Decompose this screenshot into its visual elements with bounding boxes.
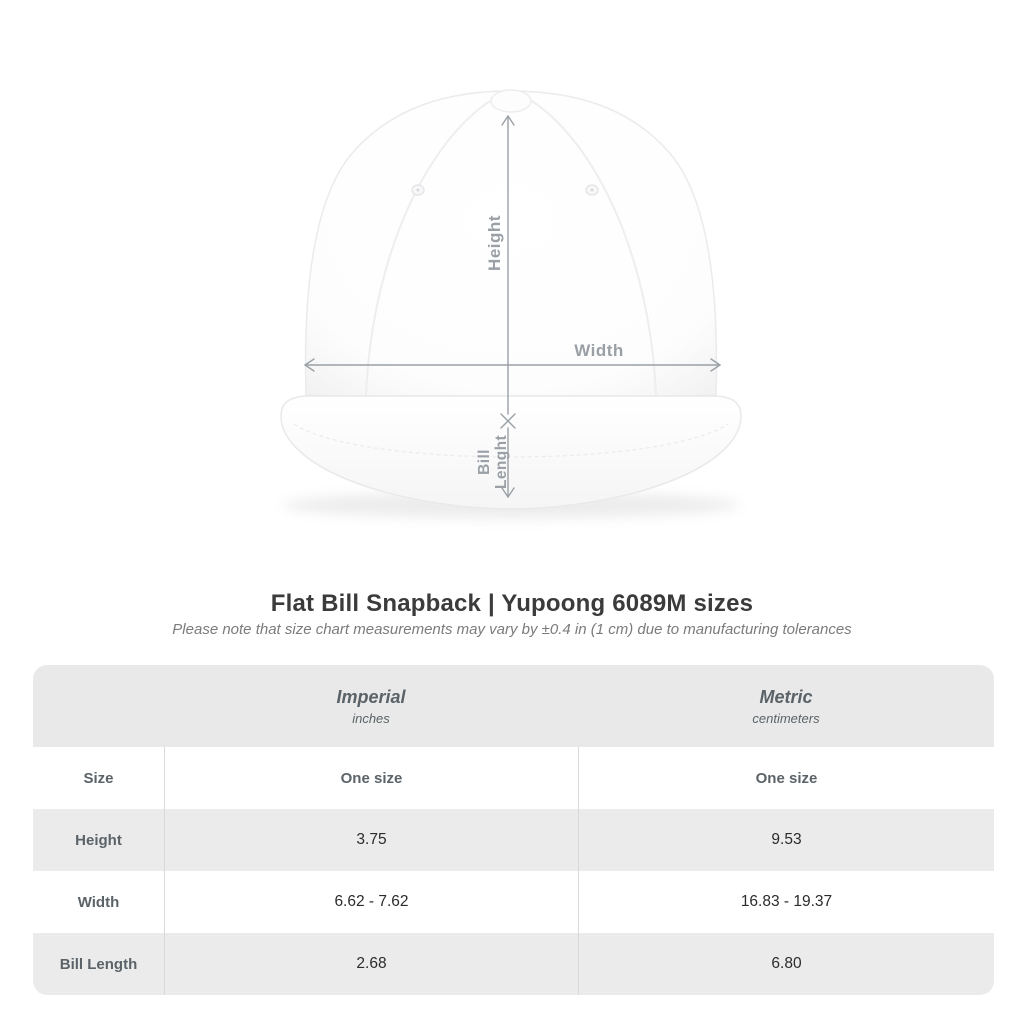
row-metric-value: One size: [578, 747, 994, 809]
metric-column-label: Metric: [759, 686, 813, 707]
table-row-width: [33, 871, 994, 933]
table-header-imperial: [164, 665, 578, 747]
row-imperial-value: One size: [164, 747, 578, 809]
row-label: Width: [77, 893, 120, 911]
page-subtitle: Please note that size chart measurements may vary by ±0.4 in (1 cm) due to manufacturing tolerances: [172, 621, 852, 638]
hat-button: [491, 90, 531, 112]
row-imperial-value: 3.75: [164, 809, 578, 871]
page-title: Flat Bill Snapback | Yupoong 6089M sizes: [270, 590, 754, 617]
hat-crown: [306, 91, 717, 396]
table-row-bill-length: [33, 933, 994, 995]
metric-column-unit: centimeters: [752, 710, 820, 726]
table-row-size: [33, 747, 994, 809]
table-header-row: [33, 665, 994, 747]
width-measure-label: Width: [574, 341, 624, 360]
imperial-column-label: Imperial: [336, 686, 406, 707]
row-label: Bill Length: [59, 955, 138, 973]
imperial-column-unit: inches: [352, 710, 390, 726]
table-header-metric: [578, 665, 994, 747]
row-metric-value: 9.53: [578, 809, 994, 871]
height-measure-label: Height: [485, 215, 504, 271]
row-imperial-value: 2.68: [164, 933, 578, 995]
row-label: Size: [83, 769, 114, 787]
bill-length-measure-label-line2: Lenght: [493, 434, 510, 490]
size-chart-table: [33, 665, 994, 995]
bill-length-measure-label-line1: Bill: [476, 449, 493, 475]
table-header-corner-cell: [33, 665, 164, 747]
row-metric-value: 16.83 - 19.37: [578, 871, 994, 933]
row-metric-value: 6.80: [578, 933, 994, 995]
row-label: Height: [75, 831, 122, 849]
row-imperial-value: 6.62 - 7.62: [164, 871, 578, 933]
heading-block: [0, 590, 1024, 638]
table-row-height: [33, 809, 994, 871]
